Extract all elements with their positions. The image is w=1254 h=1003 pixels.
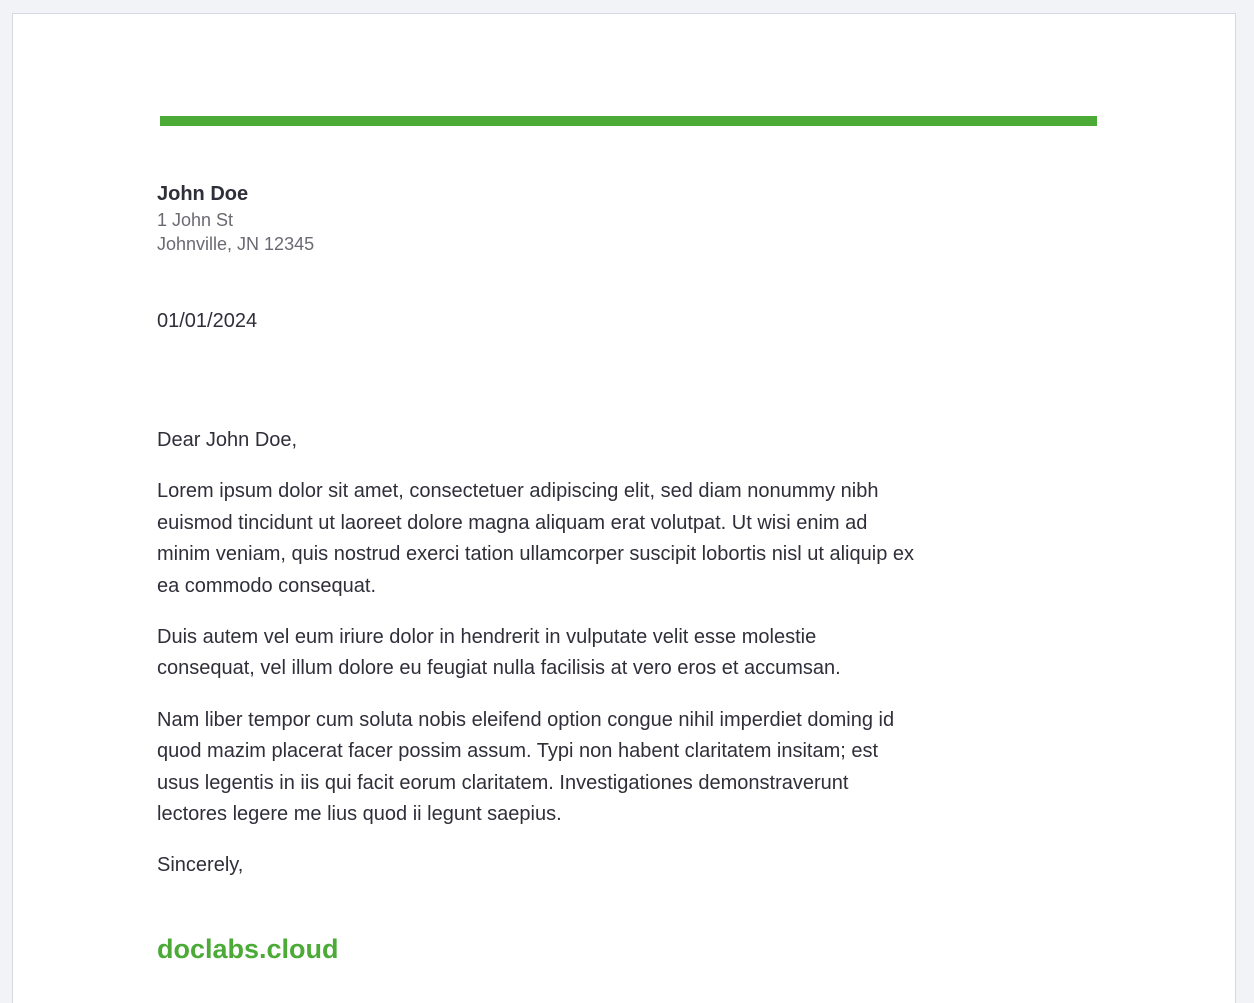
sender-address-line-1: 1 John St: [157, 210, 234, 230]
letter-page: [12, 13, 1236, 1003]
letter-paragraph-3: Nam liber tempor cum soluta nobis eleifend option congue nihil imperdiet doming id quod mazim placerat facer possim assum. Typi non habent claritatem insitam; est usus legentis in iis qui facit eorum claritatem. Investigationes demonstraverunt lectores legere me lius quod ii legunt saepius.: [157, 708, 895, 826]
letter-body: [157, 425, 917, 902]
header-accent-bar: [160, 116, 1097, 126]
letter-closing: Sincerely,: [157, 854, 244, 877]
letter-greeting: Dear John Doe,: [157, 429, 298, 451]
sender-block: [157, 180, 314, 256]
sender-name: John Doe: [157, 183, 249, 205]
letter-paragraph-2: Duis autem vel eum iriure dolor in hendrerit in vulputate velit esse molestie consequat, vel illum dolore eu feugiat nulla facilisis at vero eros et accumsan.: [157, 626, 841, 680]
letter-paragraph-1: Lorem ipsum dolor sit amet, consectetuer adipiscing elit, sed diam nonummy nibh euismod tincidunt ut laoreet dolore magna aliquam erat volutpat. Ut wisi enim ad minim veniam, quis nostrud exerci tation ullamcorper suscipit lobortis nisl ut aliquip ex ea commodo consequat.: [157, 480, 914, 597]
letter-date: 01/01/2024: [157, 310, 258, 332]
signature-brand: doclabs.cloud: [157, 934, 339, 964]
sender-address-line-2: Johnville, JN 12345: [157, 234, 315, 254]
